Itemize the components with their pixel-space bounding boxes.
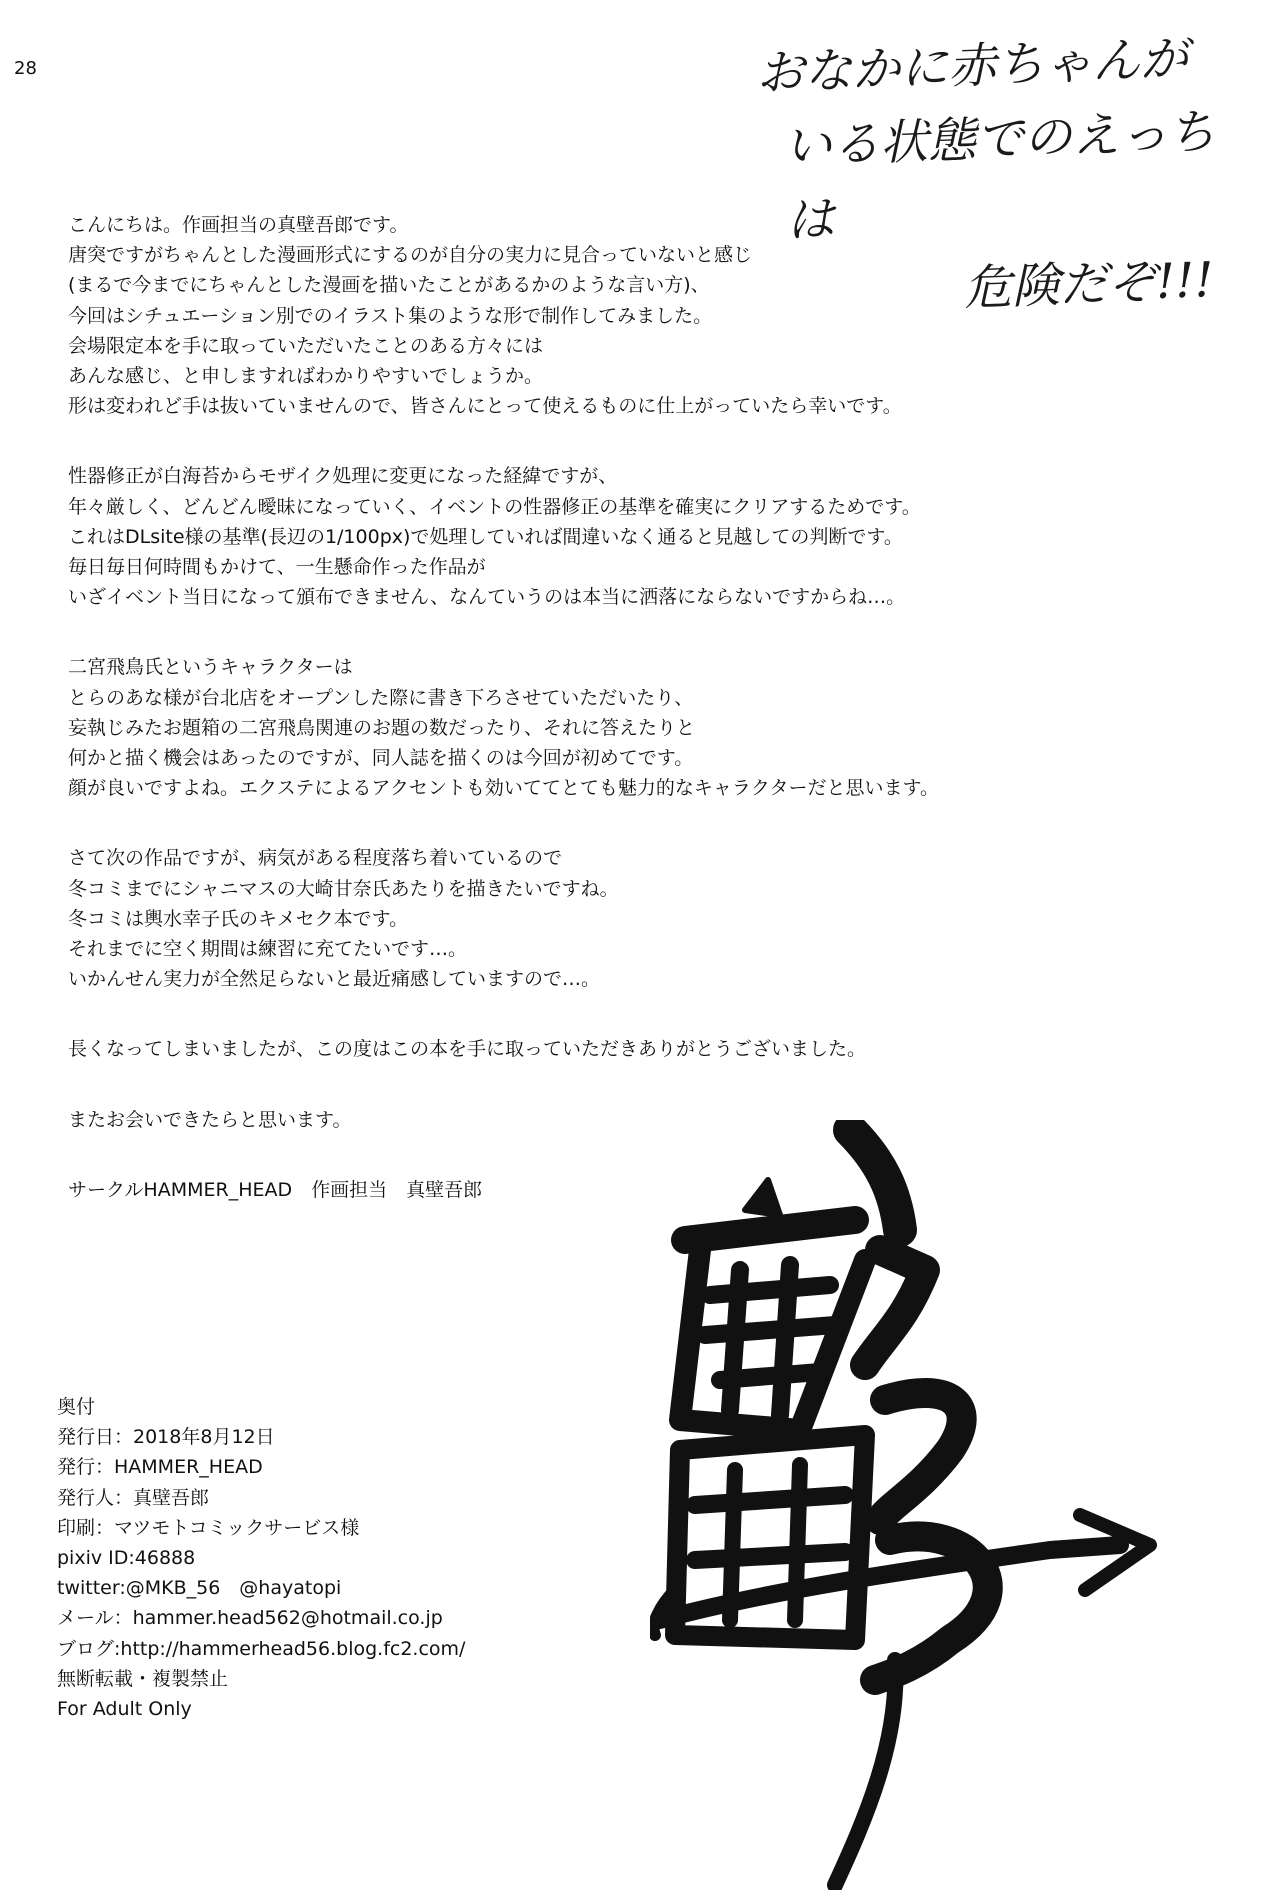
- text-line: 何かと描く機会はあったのですが、同人誌を描くのは今回が初めてです。: [68, 747, 694, 770]
- afterword-paragraph: [68, 652, 1198, 803]
- handwritten-note-line: 危険だぞ!!!: [962, 251, 1215, 317]
- text-line: 二宮飛鳥氏というキャラクターは: [68, 656, 353, 679]
- page-number: 28: [14, 58, 37, 79]
- colophon-line: ブログ:http://hammerhead56.blog.fc2.com/: [57, 1637, 466, 1660]
- text-line: あんな感じ、と申しますればわかりやすいでしょうか。: [68, 365, 544, 388]
- colophon-line: 印刷：マツモトコミックサービス様: [57, 1516, 360, 1539]
- colophon-heading: 奥付: [57, 1396, 96, 1418]
- text-line: 長くなってしまいましたが、この度はこの本を手に取っていただきありがとうございました。: [68, 1038, 867, 1061]
- text-line: それまでに空く期間は練習に充てたいです…。: [68, 938, 468, 961]
- colophon-line: twitter:@MKB_56 @hayatopi: [57, 1577, 342, 1600]
- text-line: (まるで今までにちゃんとした漫画を描いたことがあるかのような言い方)、: [68, 274, 710, 297]
- text-line: 毎日毎日何時間もかけて、一生懸命作った作品が: [68, 556, 486, 579]
- text-line: 形は変われど手は抜いていませんので、皆さんにとって使えるものに仕上がっていたら幸いです。: [68, 395, 902, 418]
- text-line: 年々厳しく、どんどん曖昧になっていく、イベントの性器修正の基準を確実にクリアするためです。: [68, 495, 921, 518]
- text-line: 性器修正が白海苔からモザイク処理に変更になった経緯ですが、: [68, 465, 618, 488]
- text-line: 会場限定本を手に取っていただいたことのある方々には: [68, 334, 544, 357]
- colophon-line: メール：hammer.head562@hotmail.co.jp: [57, 1607, 443, 1630]
- colophon-line: 発行人：真壁吾郎: [57, 1486, 210, 1509]
- text-line: さて次の作品ですが、病気がある程度落ち着いているので: [68, 847, 563, 870]
- text-line: とらのあな様が台北店をオープンした際に書き下ろさせていただいたり、: [68, 686, 694, 709]
- colophon-line: 発行：HAMMER_HEAD: [57, 1456, 263, 1479]
- text-line: またお会いできたらと思います。: [68, 1108, 352, 1131]
- handwritten-note-line: いる状態でのえっちは: [782, 103, 1217, 249]
- text-line: こんにちは。作画担当の真壁吾郎です。: [68, 214, 409, 236]
- afterword-paragraph: [68, 1034, 1198, 1064]
- text-line: 顔が良いですよね。エクステによるアクセントも効いててとても魅力的なキャラクターだと思います。: [68, 777, 939, 800]
- brush-calligraphy-signature-icon: [650, 1120, 1190, 1890]
- text-line: いざイベント当日になって頒布できません、なんていうのは本当に洒落にならないですからね…。: [68, 586, 906, 609]
- text-line: 今回はシチュエーション別でのイラスト集のような形で制作してみました。: [68, 304, 713, 327]
- colophon-line: For Adult Only: [57, 1698, 192, 1721]
- colophon: [57, 1392, 465, 1724]
- text-line: 冬コミまでにシャニマスの大崎甘奈氏あたりを描きたいですね。: [68, 877, 619, 900]
- text-line: これはDLsite様の基準(長辺の1/100px)で処理していれば間違いなく通ると見越しての判断です。: [68, 525, 903, 548]
- text-line: サークルHAMMER_HEAD 作画担当 真壁吾郎: [68, 1178, 483, 1201]
- text-line: 唐突ですがちゃんとした漫画形式にするのが自分の実力に見合っていないと感じ: [68, 244, 753, 267]
- text-line: いかんせん実力が全然足らないと最近痛感していますので…。: [68, 968, 601, 991]
- text-line: 妄執じみたお題箱の二宮飛鳥関連のお題の数だったり、それに答えたりと: [68, 716, 696, 739]
- colophon-line: 無断転載・複製禁止: [57, 1667, 229, 1690]
- text-line: 冬コミは輿水幸子氏のキメセク本です。: [68, 907, 409, 930]
- afterword-paragraph: [68, 210, 1198, 421]
- afterword-text: [68, 210, 1198, 1205]
- colophon-line: pixiv ID:46888: [57, 1547, 196, 1570]
- afterword-paragraph: [68, 461, 1198, 612]
- afterword-paragraph: [68, 843, 1198, 994]
- handwritten-note-line: おなかに赤ちゃんが: [755, 30, 1190, 102]
- colophon-line: 発行日：2018年8月12日: [57, 1426, 275, 1449]
